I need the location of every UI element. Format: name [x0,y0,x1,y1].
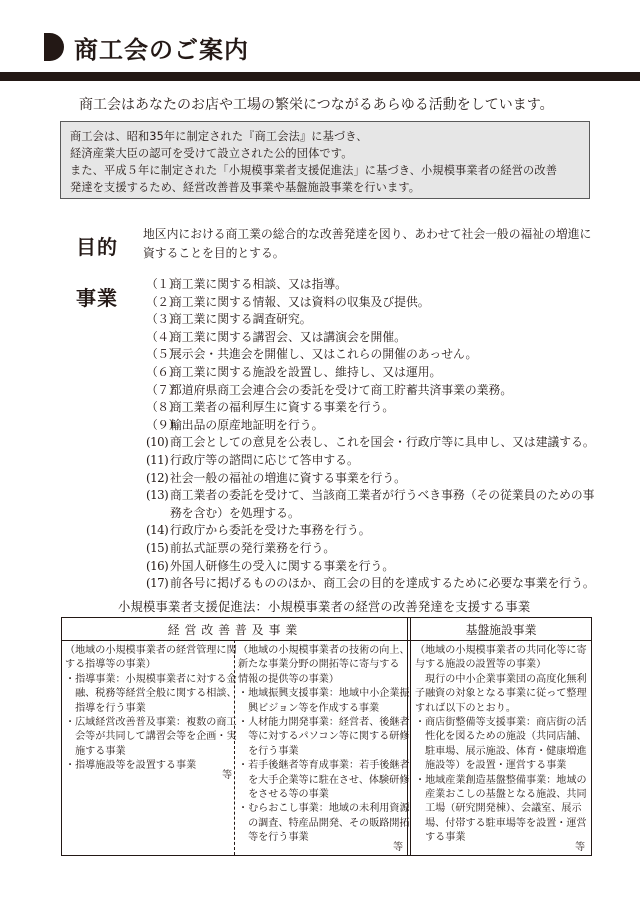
column-divider [410,618,411,855]
list-item: （６） 商工業に関する施設を設置し、維持し、又は運用。 [146,364,442,379]
list-item: （４） 商工業に関する講習会、又は講演会を開催。 [146,329,406,344]
etc-mark: 等 [575,842,586,853]
title-marker-icon [44,33,64,61]
support-table [61,617,592,856]
table-caption: 小規模事業者支援促進法：小規模事業者の経営の改善発達を支援する事業 [118,600,531,614]
list-item: （１） 商工業に関する相談、又は指導。 [146,277,347,291]
list-item: (13) 商工業者の委託を受けて、当該商工業者が行うべき事務（その従業員のための事 [146,488,595,503]
column-guidance: （地域の小規模事業者の経営管理に関 する指導等の事業） ・指導事業：小規模事業者に対する金 融、税務等経営全般に関する相談、 指導を行う事業 ・広域経営改善普及事業：複数の商工 会等が共同して講習会等を企画・実 施する事業 ・指導施設等を設置する事業 [65,645,237,772]
list-item: (10) 商工会としての意見を公表し、これを国会・行政庁等に具申し、又は建議する。 [146,435,595,450]
info-line: また、平成５年に制定された「小規模事業者支援促進法」に基づき、小規模事業者の経営の改善 [70,164,558,177]
purpose-text [143,225,591,263]
info-line: 経済産業大臣の認可を受けて設立された公的団体です。 [70,147,353,160]
etc-mark: 等 [393,842,404,853]
header-infrastructure: 基盤施設事業 [465,623,537,637]
list-item: (15) 前払式証票の発行業務を行う。 [146,540,336,555]
list-item: (17) 前各号に掲げるもののほか、商工会の目的を達成するために必要な事業を行う。 [146,576,595,591]
list-item: （７） 都道府県商工会連合会の委託を受けて商工貯蓄共済事業の業務。 [146,382,513,397]
list-item: （８） 商工業者の福利厚生に資する事業を行う。 [146,400,395,415]
header-divider [407,618,408,640]
table-header [62,618,591,641]
list-item: (11) 行政庁等の諮問に応じて答申する。 [146,452,359,467]
column-facilities: （地域の小規模事業者の共同化等に寄 与する施設の設置等の事業） 現行の中小企業事業団の高度化無利 子融資の対象となる事業に従って整理 すれば以下のとおり。 ・商店街整備等支援事業：商店街の活 性化を図るための施設（共同店舗、 駐車場、展示施設、体育・健康増進 施設等）を設置・運営する事業 ・地域産業創造基盤整備事業：地域の 産業おこしの基盤となる施設、共同 工場（研究開発棟）、会議室、展示 場、付帯する駐車場等を設置・運営 する事業 [415,645,587,844]
purpose-line: 資することを目的とする。 [143,246,285,260]
header-management-improvement: 経営改善普及事業 [167,623,303,637]
list-item: (16) 外国人研修生の受入に関する事業を行う。 [146,558,395,573]
info-line: 商工会は、昭和35年に制定された『商工会法』に基づき、 [70,130,368,143]
list-item: （３） 商工業に関する調査研究。 [146,312,312,327]
column-information: （地域の小規模事業者の技術の向上、 新たな事業分野の開拓等に寄与する 情報の提供等の事業） ・地域振興支援事業：地域中小企業振 興ビジョン等を作成する事業 ・人材能力開発事業：経営者、後継者 等に対するパソコン等に関する研修 を行う事業 ・若手後継者等育成事業：若手後継者 を大手企業等に駐在させ、体験研修 をさせる等の事業 ・むらおこし事業：地域の未利用資源 の調査、特産品開発、その販路開拓 等を行う事業 [238,645,410,844]
list-item: (14) 行政庁から委託を受けた事務を行う。 [146,523,371,538]
list-item: 務を含む）を処理する。 [170,505,300,520]
list-item: （２） 商工業に関する情報、又は資料の収集及び提供。 [146,294,430,309]
list-item: （９） 輸出品の原産地証明を行う。 [146,417,324,432]
business-heading: 事業 [76,286,118,310]
list-item: (12) 社会一般の福祉の増進に資する事業を行う。 [146,470,406,485]
list-item: （５） 展示会・共進会を開催し、又はこれらの開催のあっせん。 [146,347,478,362]
title-rule [0,72,640,81]
info-line: 発達を支援するため、経営改善普及事業や基盤施設事業を行います。 [70,181,421,194]
purpose-heading: 目的 [76,235,118,259]
page-title: 商工会のご案内 [74,36,249,64]
info-box [60,121,590,199]
lead-text: 商工会はあなたのお店や工場の繁栄につながるあらゆる活動をしています。 [79,97,554,113]
etc-mark: 等 [222,770,233,781]
business-list [146,276,595,593]
purpose-line: 地区内における商工業の総合的な改善発達を図り、あわせて社会一般の福祉の増進に [143,227,592,241]
